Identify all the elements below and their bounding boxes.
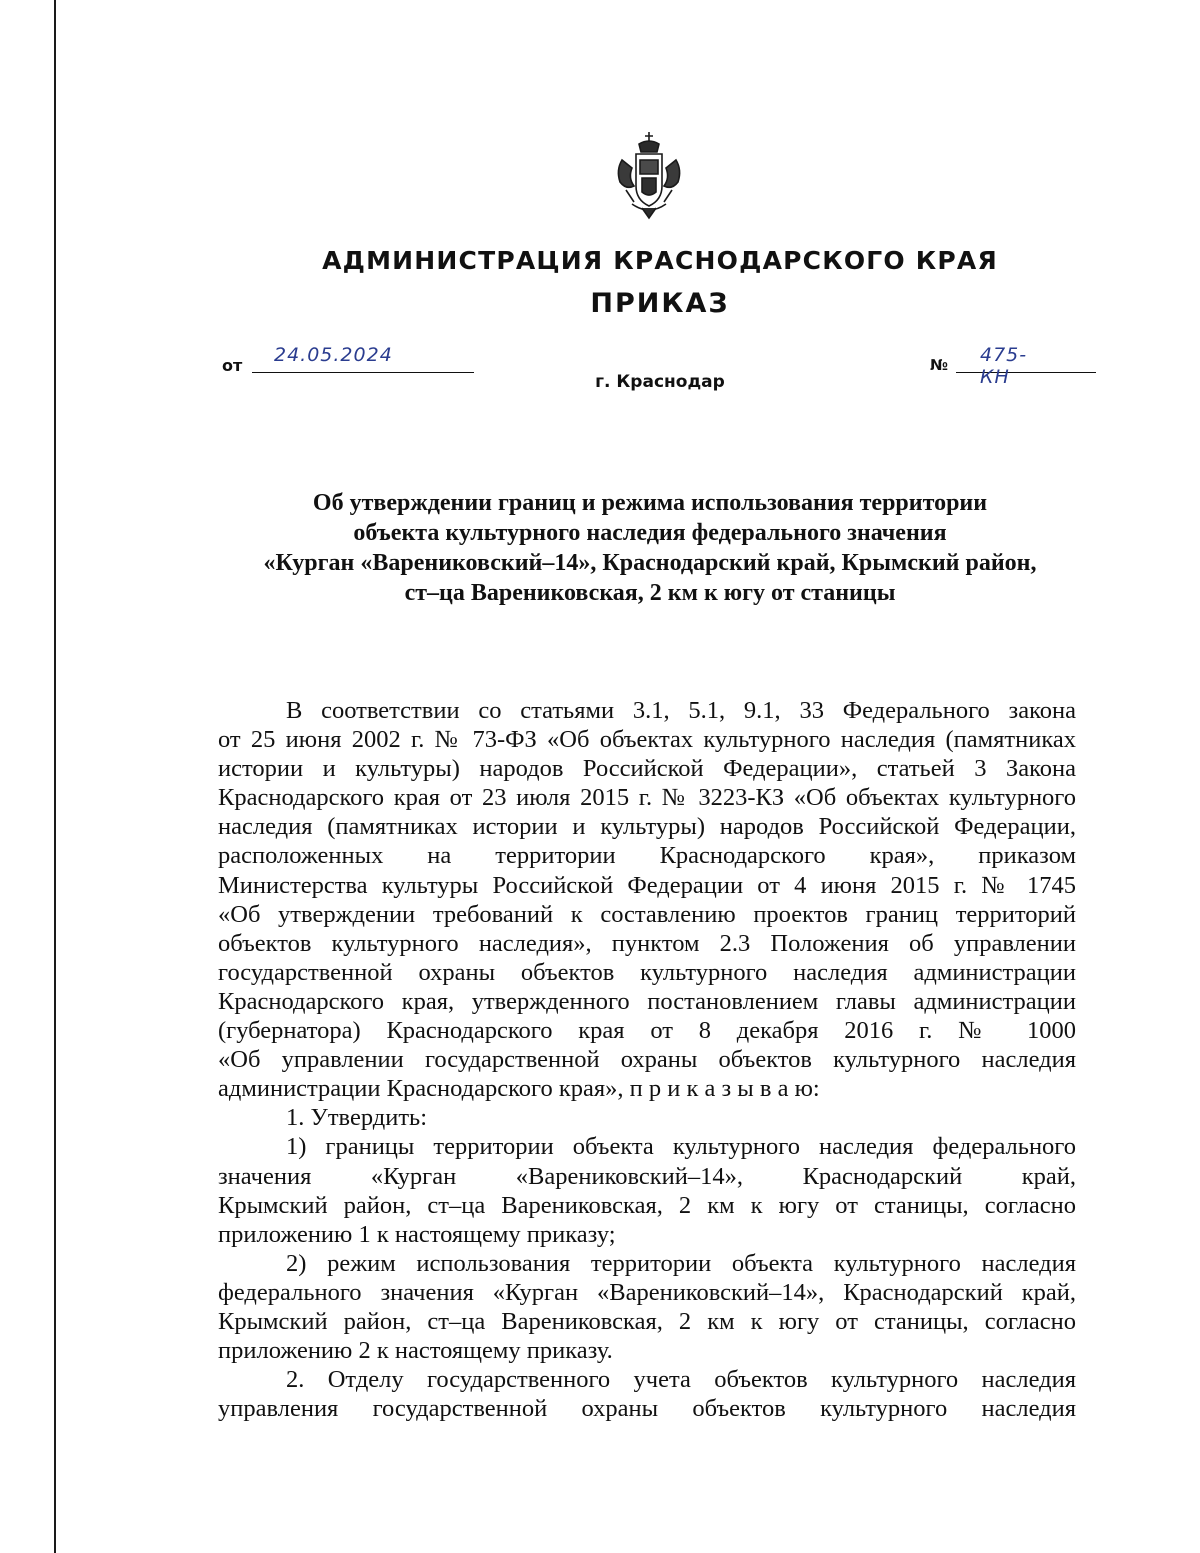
- body-line: Министерства культуры Российской Федерации от 4 июня 2015 г. № 1745: [218, 871, 1076, 899]
- body-line: администрации Краснодарского края», п р и к а з ы в а ю:: [218, 1075, 820, 1103]
- body-line: (губернатора) Краснодарского края от 8 декабря 2016 г. № 1000: [218, 1017, 1076, 1045]
- body-line: расположенных на территории Краснодарского края», приказом: [218, 842, 1076, 870]
- body-line: приложению 2 к настоящему приказу.: [218, 1337, 613, 1365]
- date-value: 24.05.2024: [274, 344, 393, 366]
- body-line: значения «Курган «Варениковский–14», Краснодарский край,: [218, 1162, 1076, 1190]
- document-title: [222, 488, 1078, 608]
- number-prefix: №: [930, 356, 949, 374]
- title-line: «Курган «Варениковский–14», Краснодарский край, Крымский район,: [263, 550, 1037, 576]
- title-line: объекта культурного наследия федерального значения: [353, 520, 947, 546]
- body-line: Крымский район, ст–ца Варениковская, 2 км к югу от станицы, согласно: [218, 1191, 1076, 1219]
- body-line: 2) режим использования территории объекта культурного наследия: [286, 1249, 1076, 1277]
- title-line: Об утверждении границ и режима использования территории: [312, 490, 988, 516]
- number-value: 475-КН: [980, 344, 1028, 388]
- document-type: ПРИКАЗ: [590, 288, 730, 319]
- body-line: от 25 июня 2002 г. № 73-ФЗ «Об объектах культурного наследия (памятниках: [218, 726, 1076, 754]
- body-line: Крымский район, ст–ца Варениковская, 2 км к югу от станицы, согласно: [218, 1307, 1076, 1335]
- body-line: 1) границы территории объекта культурного наследия федерального: [286, 1133, 1076, 1161]
- body-line: объектов культурного наследия», пунктом 2.3 Положения об управлении: [218, 929, 1076, 957]
- date-prefix: от: [222, 356, 243, 375]
- body-line: наследия (памятниках истории и культуры) народов Российской Федерации,: [218, 813, 1076, 841]
- body-line: 2. Отделу государственного учета объектов культурного наследия: [286, 1366, 1076, 1394]
- body-line: В соответствии со статьями 3.1, 5.1, 9.1, 33 Федерального закона: [286, 697, 1076, 724]
- document-body: [218, 696, 1076, 1423]
- coat-of-arms-emblem: [612, 130, 686, 220]
- organization-name: АДМИНИСТРАЦИЯ КРАСНОДАРСКОГО КРАЯ: [322, 246, 998, 275]
- body-line: Краснодарского края, утвержденного постановлением главы администрации: [218, 987, 1076, 1015]
- body-line: приложению 1 к настоящему приказу;: [218, 1220, 616, 1248]
- body-line: 1. Утвердить:: [286, 1104, 428, 1132]
- body-line: истории и культуры) народов Российской Федерации», статьей 3 Закона: [218, 755, 1076, 783]
- body-line: Краснодарского края от 23 июля 2015 г. № 3223-КЗ «Об объектах культурного: [218, 784, 1076, 812]
- page-left-edge-line: [54, 0, 56, 1553]
- title-line: ст–ца Варениковская, 2 км к югу от станицы: [404, 580, 896, 606]
- body-line: «Об утверждении требований к составлению проектов границ территорий: [218, 900, 1076, 928]
- body-line: государственной охраны объектов культурного наследия администрации: [218, 958, 1076, 986]
- body-line: федерального значения «Курган «Варениковский–14», Краснодарский край,: [218, 1278, 1076, 1306]
- city: г. Краснодар: [595, 372, 725, 392]
- body-line: «Об управлении государственной охраны объектов культурного наследия: [218, 1046, 1076, 1074]
- body-line: управления государственной охраны объектов культурного наследия: [218, 1395, 1076, 1423]
